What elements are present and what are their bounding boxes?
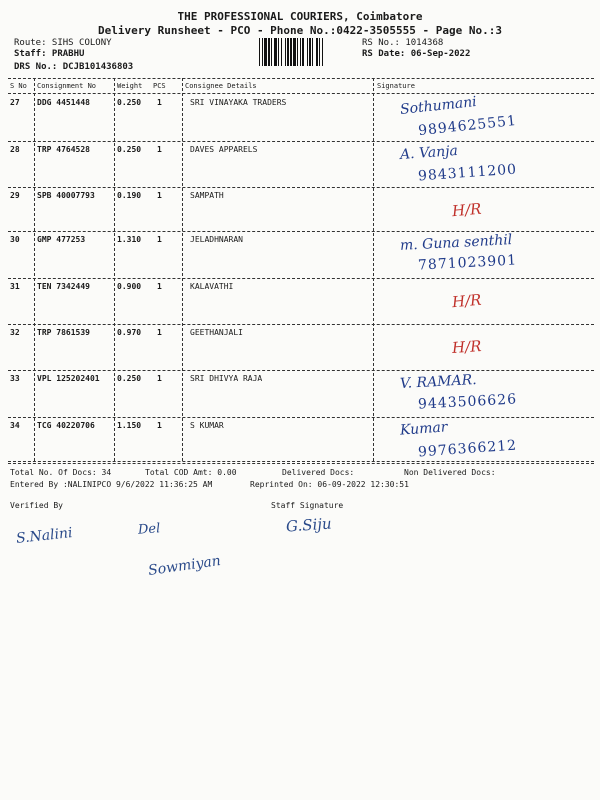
entered-by: Entered By :NALINIPCO 9/6/2022 11:36:25 AM — [10, 480, 213, 489]
row-pcs: 1 — [157, 98, 162, 107]
row-consignee: DAVES APPARELS — [190, 145, 258, 154]
row-signature-phone: 9976366212 — [417, 437, 518, 461]
verified-by-label: Verified By — [10, 501, 63, 510]
row-sno: 27 — [10, 98, 20, 107]
row-signature-name: H/R — [451, 199, 483, 221]
col-header-weight: Weight — [117, 82, 143, 90]
row-signature-phone: 9443506626 — [417, 391, 518, 413]
row-consignee: GEETHANJALI — [190, 328, 243, 337]
rs-date: RS Date: 06-Sep-2022 — [362, 49, 471, 59]
row-consignment-no: VPL 125202401 — [37, 374, 100, 383]
total-docs: Total No. Of Docs: 34 — [10, 468, 112, 477]
row-consignment-no: SPB 40007793 — [37, 191, 95, 200]
row-signature-name: Kumar — [399, 419, 448, 439]
row-pcs: 1 — [157, 191, 162, 200]
drs-number: DRS No.: DCJB101436803 — [14, 62, 134, 72]
row-consignment-no: TRP 4764528 — [37, 145, 90, 154]
verified-signature-1: S.Nalini — [15, 525, 74, 547]
header-bottom-rule — [8, 93, 594, 94]
delivered-docs: Delivered Docs: — [282, 468, 355, 477]
staff-signature-label: Staff Signature — [271, 501, 344, 510]
row-consignee: JELADHNARAN — [190, 235, 243, 244]
header-top-rule — [8, 78, 594, 79]
staff-signature: G.Siju — [285, 514, 333, 536]
row-weight: 0.250 — [117, 374, 142, 383]
verified-signature-3: Sowmiyan — [147, 552, 222, 580]
row-divider — [8, 187, 594, 188]
row-consignee: SRI VINAYAKA TRADERS — [190, 98, 287, 107]
row-consignee: KALAVATHI — [190, 282, 234, 291]
row-sno: 31 — [10, 282, 20, 291]
row-pcs: 1 — [157, 328, 162, 337]
row-pcs: 1 — [157, 235, 162, 244]
col-sep-2 — [114, 78, 115, 461]
barcode-image — [258, 38, 354, 66]
row-sno: 29 — [10, 191, 20, 200]
rs-number: RS No.: 1014368 — [362, 38, 444, 48]
runsheet-subtitle: Delivery Runsheet - PCO - Phone No.:0422-3505555 - Page No.:3 — [98, 24, 502, 37]
row-weight: 1.310 — [117, 235, 142, 244]
verified-signature-2: Del — [137, 521, 161, 538]
row-sno: 28 — [10, 145, 20, 154]
row-consignment-no: GMP 477253 — [37, 235, 86, 244]
row-consignee: SAMPATH — [190, 191, 224, 200]
row-divider — [8, 370, 594, 371]
route-label: Route: SIHS COLONY — [14, 38, 112, 48]
row-divider — [8, 417, 594, 418]
row-pcs: 1 — [157, 145, 162, 154]
row-consignment-no: TCG 40220706 — [37, 421, 95, 430]
row-weight: 0.970 — [117, 328, 142, 337]
row-divider — [8, 278, 594, 279]
non-delivered-docs: Non Delivered Docs: — [404, 468, 496, 477]
row-consignment-no: TRP 7861539 — [37, 328, 90, 337]
row-weight: 0.900 — [117, 282, 142, 291]
row-signature-phone: 9843111200 — [417, 161, 518, 185]
row-signature-phone: 7871023901 — [417, 252, 518, 274]
col-header-signature: Signature — [377, 82, 415, 90]
row-signature-phone: 9894625551 — [417, 112, 518, 140]
staff-label: Staff: PRABHU — [14, 49, 85, 59]
row-signature-name: H/R — [451, 336, 483, 358]
row-consignment-no: DDG 4451448 — [37, 98, 90, 107]
row-signature-name: Sothumani — [399, 94, 478, 118]
row-consignment-no: TEN 7342449 — [37, 282, 90, 291]
col-sep-1 — [34, 78, 35, 461]
col-header-consignee: Consignee Details — [185, 82, 257, 90]
row-consignee: SRI DHIVYA RAJA — [190, 374, 263, 383]
row-sno: 32 — [10, 328, 20, 337]
row-consignee: S KUMAR — [190, 421, 224, 430]
footer-rule — [8, 463, 594, 464]
row-signature-name: H/R — [451, 290, 483, 312]
row-weight: 1.150 — [117, 421, 142, 430]
col-header-pcs: PCS — [153, 82, 166, 90]
col-sep-4 — [373, 78, 374, 461]
row-sno: 30 — [10, 235, 20, 244]
total-cod: Total COD Amt: 0.00 — [145, 468, 237, 477]
row-divider — [8, 461, 594, 462]
col-header-consignment: Consignment No — [37, 82, 97, 90]
row-pcs: 1 — [157, 421, 162, 430]
row-pcs: 1 — [157, 282, 162, 291]
row-weight: 0.190 — [117, 191, 142, 200]
row-sno: 34 — [10, 421, 20, 430]
col-header-sno: S No — [10, 82, 27, 90]
row-weight: 0.250 — [117, 145, 142, 154]
row-signature-name: V. RAMAR. — [399, 372, 478, 392]
row-divider — [8, 324, 594, 325]
row-divider — [8, 141, 594, 142]
row-weight: 0.250 — [117, 98, 142, 107]
company-title: THE PROFESSIONAL COURIERS, Coimbatore — [177, 10, 423, 23]
row-signature-name: m. Guna senthil — [399, 232, 513, 254]
col-sep-3 — [182, 78, 183, 461]
reprinted-on: Reprinted On: 06-09-2022 12:30:51 — [250, 480, 409, 489]
row-sno: 33 — [10, 374, 20, 383]
row-pcs: 1 — [157, 374, 162, 383]
row-signature-name: A. Vanja — [399, 143, 459, 163]
